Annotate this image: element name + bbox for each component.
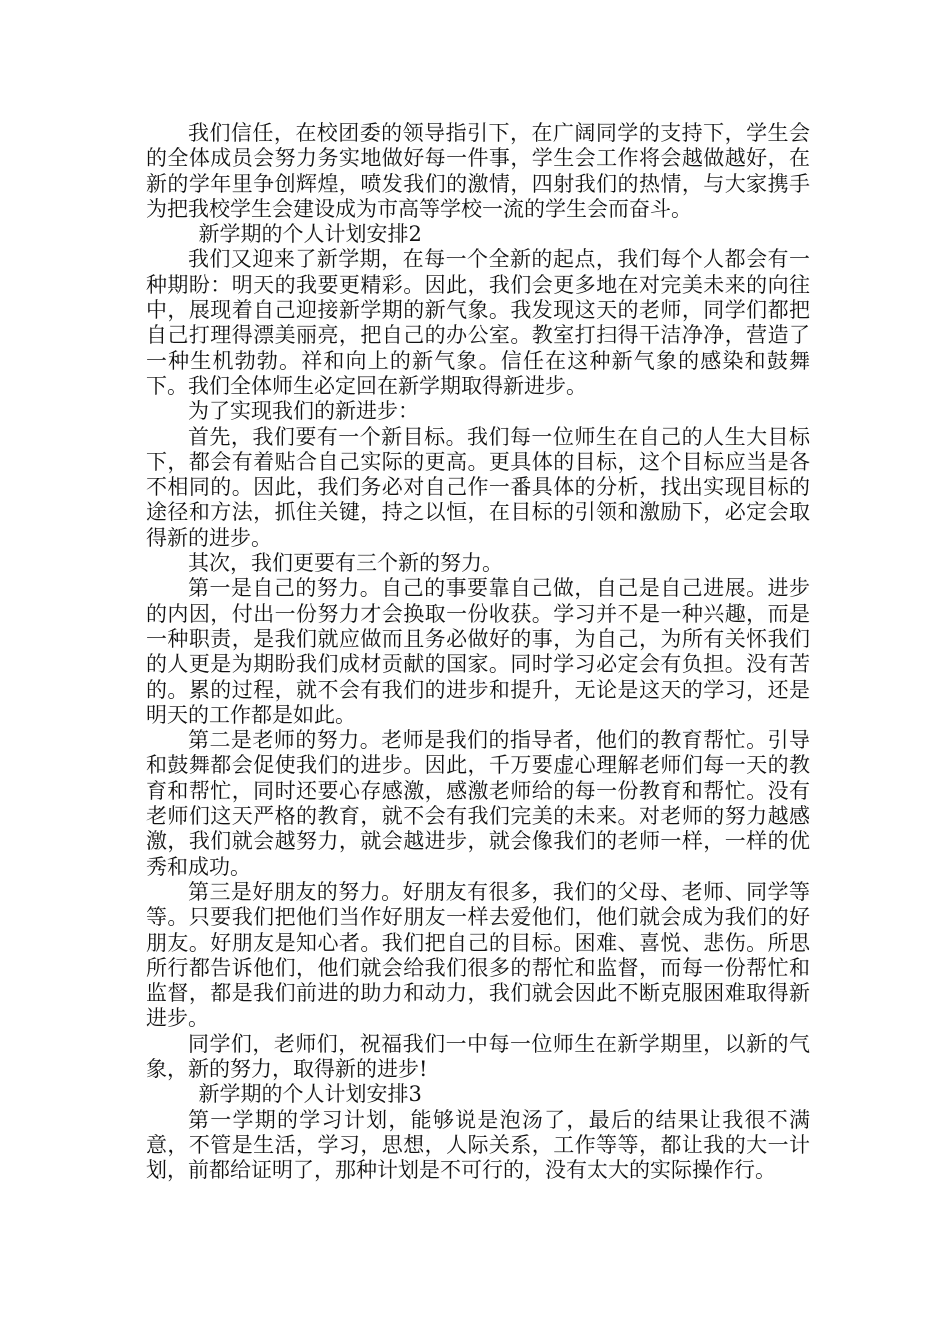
paragraph: 第一学期的学习计划，能够说是泡汤了，最后的结果让我很不满意，不管是生活，学习，思想，人际关系，工作等等，都让我的大一计划，前都给证明了，那种计划是不可行的，没有太大的实际操作行。 [146, 1107, 810, 1183]
paragraph: 为了实现我们的新进步： [188, 399, 419, 424]
paragraph: 同学们，老师们，祝福我们一中每一位师生在新学期里，以新的气象，新的努力，取得新的进步! [146, 1031, 810, 1081]
paragraph: 我们又迎来了新学期，在每一个全新的起点，我们每个人都会有一种期盼：明天的我要更精彩。因此，我们会更多地在对完美未来的向往中，展现着自己迎接新学期的新气象。我发现这天的老师，同学们都把自己打理得漂美丽亮，把自己的办公室。教室打扫得干洁净净，营造了一种生机勃勃。祥和向上的新气象。信任在这种新气象的感染和鼓舞下。我们全体师生必定回在新学期取得新进步。 [146, 247, 810, 398]
paragraph: 我们信任，在校团委的领导指引下，在广阔同学的支持下，学生会的全体成员会努力务实地做好每一件事，学生会工作将会越做越好，在新的学年里争创辉煌，喷发我们的激情，四射我们的热情，与大家携手为把我校学生会建设成为市高等学校一流的学生会而奋斗。 [146, 121, 810, 221]
paragraph: 首先，我们要有一个新目标。我们每一位师生在自己的人生大目标下，都会有着贴合自己实际的更高。更具体的目标，这个目标应当是各不相同的。因此，我们务必对自己作一番具体的分析，找出实现目标的途径和方法，抓住关键，持之以恒，在目标的引领和激励下，必定会取得新的进步。 [146, 424, 810, 550]
paragraph: 其次，我们更要有三个新的努力。 [188, 551, 503, 576]
document-body [146, 121, 810, 1183]
paragraph: 第二是老师的努力。老师是我们的指导者，他们的教育帮忙。引导和鼓舞都会促使我们的进步。因此，千万要虚心理解老师们每一天的教育和帮忙，同时还要心存感激，感激老师给的每一份教育和帮忙。没有老师们这天严格的教育，就不会有我们完美的未来。对老师的努力越感激，我们就会越努力，就会越进步，就会像我们的老师一样，一样的优秀和成功。 [146, 728, 810, 879]
section-heading: 新学期的个人计划安排3 [198, 1082, 422, 1107]
paragraph: 第三是好朋友的努力。好朋友有很多，我们的父母、老师、同学等等。只要我们把他们当作好朋友一样去爱他们，他们就会成为我们的好朋友。好朋友是知心者。我们把自己的目标。困难、喜悦、悲伤。所思所行都告诉他们，他们就会给我们很多的帮忙和监督，而每一份帮忙和监督，都是我们前进的助力和动力，我们就会因此不断克服困难取得新进步。 [146, 879, 810, 1031]
section-heading: 新学期的个人计划安排2 [198, 222, 422, 247]
paragraph: 第一是自己的努力。自己的事要靠自己做，自己是自己进展。进步的内因，付出一份努力才会换取一份收获。学习并不是一种兴趣，而是一种职责，是我们就应做而且务必做好的事，为自己，为所有关怀我们的人更是为期盼我们成材贡献的国家。同时学习必定会有负担。没有苦的。累的过程，就不会有我们的进步和提升，无论是这天的学习，还是明天的工作都是如此。 [146, 576, 810, 727]
